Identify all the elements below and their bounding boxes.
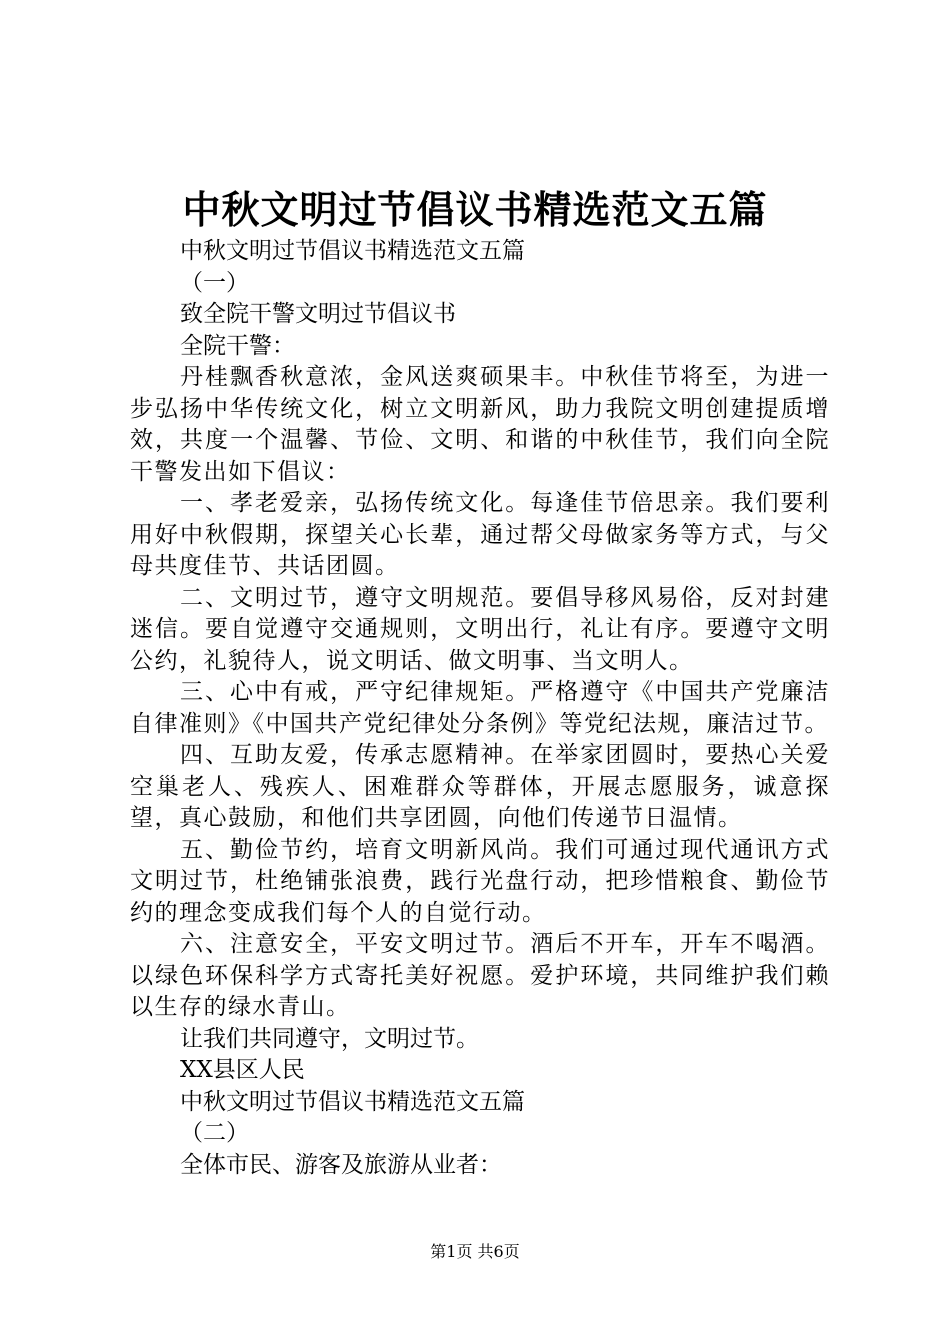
- salutation-1: 全院干警：: [180, 332, 295, 359]
- paragraph-1: 一、孝老爱亲，弘扬传统文化。每逢佳节倍思亲。我们要利用好中秋假期，探望关心长辈，通过帮父母做家务等方式，与父母共度佳节、共话团圆。: [130, 490, 830, 579]
- page-footer: 第1页 共6页: [430, 1242, 520, 1261]
- paragraph-intro: 丹桂飘香秋意浓，金风送爽硕果丰。中秋佳节将至，为进一步弘扬中华传统文化，树立文明新风，助力我院文明创建提质增效，共度一个温馨、节俭、文明、和谐的中秋佳节，我们向全院干警发出如下倡议：: [130, 364, 830, 485]
- part-label-2: （二）: [180, 1120, 249, 1146]
- document-body: [130, 236, 830, 1181]
- paragraph-4: 四、互助友爱，传承志愿精神。在举家团圆时，要热心关爱空巢老人、残疾人、困难群众等群体，开展志愿服务，诚意探望，真心鼓励，和他们共享团圆，向他们传递节日温情。: [130, 742, 830, 831]
- letter-heading-1: 致全院干警文明过节倡议书: [180, 301, 456, 327]
- paragraph-6: 六、注意安全，平安文明过节。酒后不开车，开车不喝酒。以绿色环保科学方式寄托美好祝愿。爱护环境，共同维护我们赖以生存的绿水青山。: [130, 931, 830, 1020]
- closing-line: 让我们共同遵守，文明过节。: [180, 1025, 479, 1052]
- subtitle-2: 中秋文明过节倡议书精选范文五篇: [180, 1088, 525, 1115]
- signature: XX县区人民: [180, 1057, 305, 1083]
- paragraph-2: 二、文明过节，遵守文明规范。要倡导移风易俗，反对封建迷信。要自觉遵守交通规则，文明出行，礼让有序。要遵守文明公约，礼貌待人，说文明话、做文明事、当文明人。: [130, 584, 830, 674]
- subtitle-1: 中秋文明过节倡议书精选范文五篇: [180, 238, 525, 264]
- paragraph-3: 三、心中有戒，严守纪律规矩。严格遵守《中国共产党廉洁自律准则》《中国共产党纪律处分条例》等党纪法规，廉洁过节。: [130, 679, 830, 737]
- paragraph-5: 五、勤俭节约，培育文明新风尚。我们可通过现代通讯方式文明过节，杜绝铺张浪费，践行光盘行动，把珍惜粮食、勤俭节约的理念变成我们每个人的自觉行动。: [130, 836, 830, 926]
- document-title: 中秋文明过节倡议书精选范文五篇: [182, 187, 768, 232]
- salutation-2: 全体市民、游客及旅游从业者：: [180, 1151, 502, 1178]
- part-label-1: （一）: [180, 269, 249, 296]
